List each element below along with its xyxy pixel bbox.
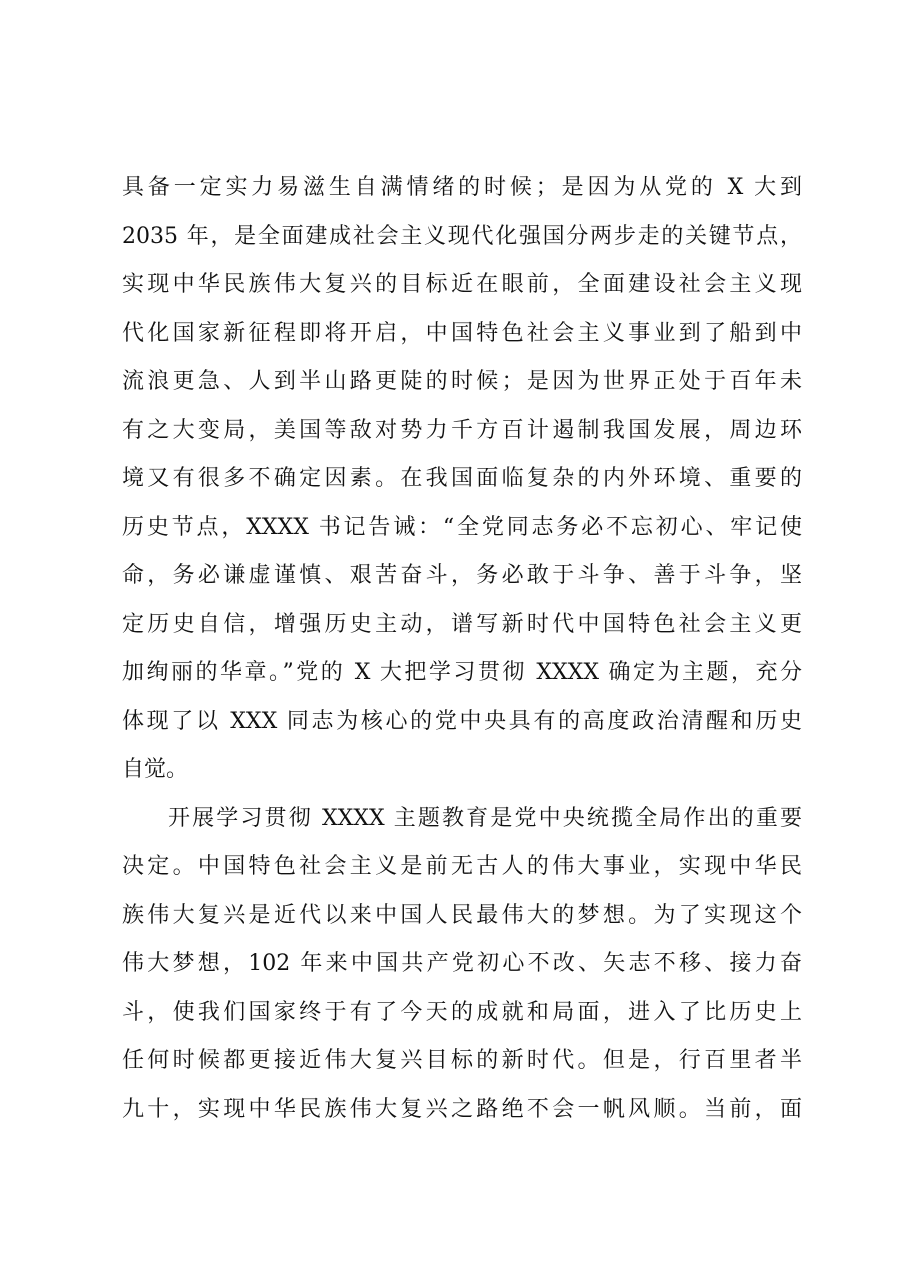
paragraph-1 bbox=[122, 164, 802, 795]
text-line: 族伟大复兴是近代以来中国人民最伟大的梦想。为了实现这个 bbox=[122, 902, 802, 928]
text-line: 具备一定实力易滋生自满情绪的时候；是因为从党的 X 大到 bbox=[122, 175, 802, 200]
text-line: 实现中华民族伟大复兴的目标近在眼前，全面建设社会主义现 bbox=[122, 272, 802, 297]
text-line: 命，务必谦虚谨慎、艰苦奋斗，务必敢于斗争、善于斗争，坚 bbox=[122, 563, 802, 588]
text-line: 任何时候都更接近伟大复兴目标的新时代。但是，行百里者半 bbox=[122, 1048, 802, 1073]
text-line: 开展学习贯彻 XXXX 主题教育是党中央统揽全局作出的重要 bbox=[168, 805, 802, 831]
text-line: 历史节点，XXXX 书记告诫：“全党同志务必不忘初心、牢记使 bbox=[122, 514, 802, 540]
document-body bbox=[122, 164, 802, 1134]
paragraph-2 bbox=[122, 795, 802, 1135]
text-line: 自觉。 bbox=[122, 757, 189, 782]
text-line: 有之大变局，美国等敌对势力千方百计遏制我国发展，周边环 bbox=[122, 417, 802, 443]
text-line: 境又有很多不确定因素。在我国面临复杂的内外环境、重要的 bbox=[122, 466, 802, 491]
text-line: 伟大梦想，102 年来中国共产党初心不改、矢志不移、接力奋 bbox=[122, 951, 802, 976]
text-line: 2035 年，是全面建成社会主义现代化强国分两步走的关键节点， bbox=[122, 223, 802, 249]
text-line: 加绚丽的华章。”党的 X 大把学习贯彻 XXXX 确定为主题，充分 bbox=[122, 660, 802, 685]
text-line: 代化国家新征程即将开启，中国特色社会主义事业到了船到中 bbox=[122, 320, 802, 346]
text-line: 斗，使我们国家终于有了今天的成就和局面，进入了比历史上 bbox=[122, 999, 802, 1025]
text-line: 体现了以 XXX 同志为核心的党中央具有的高度政治清醒和历史 bbox=[122, 708, 802, 734]
text-line: 决定。中国特色社会主义是前无古人的伟大事业，实现中华民 bbox=[122, 854, 802, 879]
text-line: 流浪更急、人到半山路更陡的时候；是因为世界正处于百年未 bbox=[122, 369, 802, 394]
text-line: 定历史自信，增强历史主动，谱写新时代中国特色社会主义更 bbox=[122, 611, 802, 637]
text-line: 九十，实现中华民族伟大复兴之路绝不会一帆风顺。当前，面 bbox=[122, 1096, 802, 1122]
